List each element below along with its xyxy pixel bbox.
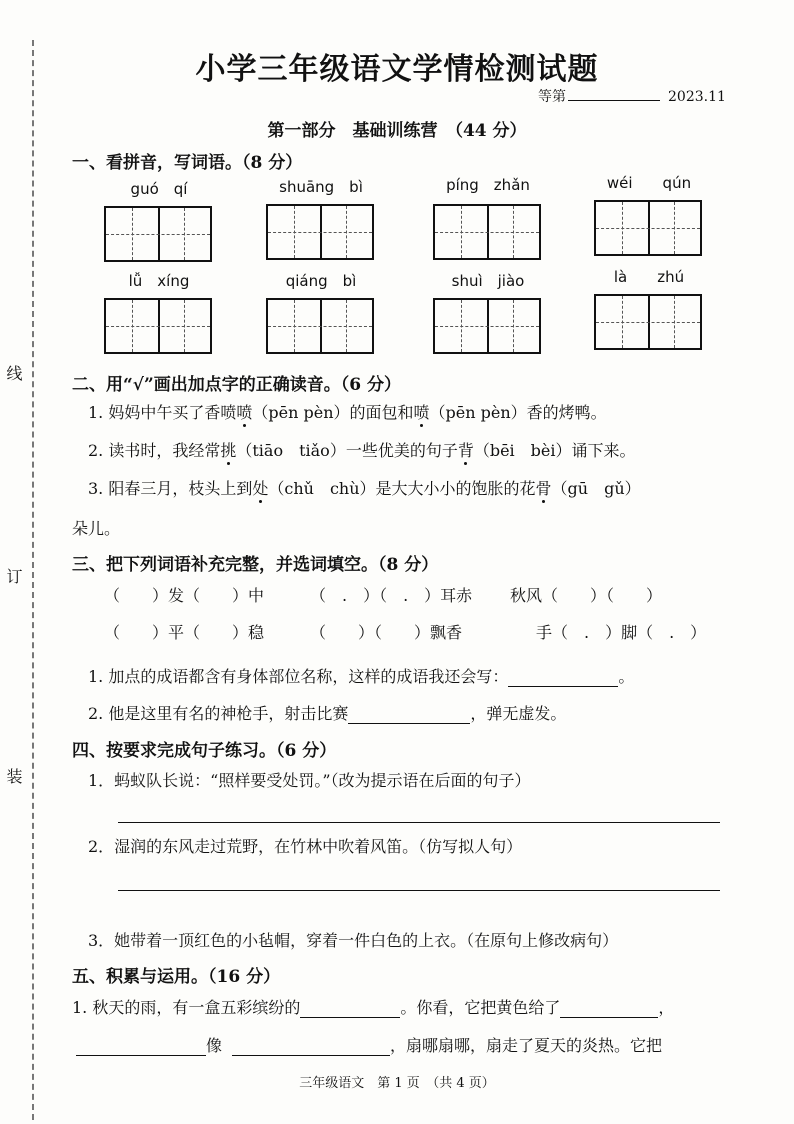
section-4-q2: 2．湿润的东风走过荒野，在竹林中吹着风笛。（仿写拟人句） <box>88 837 523 856</box>
section-2-q3-continuation: 朵儿。 <box>72 519 121 538</box>
section-4-heading: 四、按要求完成句子练习。（6 分） <box>72 741 337 761</box>
idiom-row-2 <box>104 620 706 643</box>
idiom-4[interactable]: （ ）平（ ）稳 <box>104 623 265 642</box>
pinyin-4: wéi qún <box>606 174 692 192</box>
idiom-5[interactable]: （ ）（ ）飘香 <box>310 623 463 642</box>
section-2-q1: 1. 妈妈中午买了香喷喷（pēn pèn）的面包和喷（pēn pèn）香的烤鸭。 <box>88 403 607 422</box>
section-4-q2-answer-line[interactable] <box>118 890 720 891</box>
section-5-q1-line2: 像 ，扇哪扇哪，扇走了夏天的炎热。它把 <box>76 1033 662 1056</box>
pinyin-5: lǚ xíng <box>128 272 190 290</box>
idiom-row-1 <box>104 583 662 606</box>
page-title: 小学三年级语文学情检测试题 <box>195 52 599 87</box>
section-4-q1: 1．蚂蚁队长说：“照样要受处罚。”（改为提示语在后面的句子） <box>88 771 531 790</box>
section-2-q3: 3. 阳春三月，枝头上到处（chǔ chù）是大大小小的饱胀的花骨（gū gǔ） <box>88 479 641 498</box>
pinyin-6: qiáng bì <box>285 272 357 290</box>
section-3-q2-blank[interactable] <box>348 707 470 724</box>
margin-char-xian: 线 <box>4 365 23 381</box>
exam-date: 2023.11 <box>668 89 726 105</box>
section-3-q1-blank[interactable] <box>508 670 618 687</box>
section-5-blank-2[interactable] <box>560 1001 658 1018</box>
idiom-2[interactable]: （ . ）（ . ）耳赤 <box>310 586 473 605</box>
page-footer: 三年级语文 第 1 页 （共 4 页） <box>299 1076 495 1091</box>
section-3-heading: 三、把下列词语补充完整，并选词填空。（8 分） <box>72 555 439 575</box>
section-5-blank-4[interactable] <box>232 1039 390 1056</box>
section-5-heading: 五、积累与运用。（16 分） <box>72 967 281 987</box>
section-5-q1-line1: 1. 秋天的雨，有一盒五彩缤纷的 。你看，它把黄色给了 ， <box>72 998 675 1017</box>
section-4-q3: 3．她带着一顶红色的小毡帽，穿着一件白色的上衣。（在原句上修改病句） <box>88 931 619 950</box>
margin-char-ding: 订 <box>4 568 23 584</box>
grade-blank[interactable] <box>568 100 660 101</box>
writing-box-1[interactable] <box>104 206 212 262</box>
grade-label: 等第 <box>538 89 566 105</box>
pinyin-1: guó qí <box>130 180 188 198</box>
section-1-heading: 一、看拼音，写词语。（8 分） <box>72 153 303 173</box>
writing-box-7[interactable] <box>433 298 541 354</box>
part-heading: 第一部分 基础训练营 （44 分） <box>267 121 527 141</box>
idiom-3[interactable]: 秋风（ ）（ ） <box>510 586 663 605</box>
section-3-q1: 1. 加点的成语都含有身体部位名称，这样的成语我还会写： 。 <box>88 667 635 686</box>
writing-box-5[interactable] <box>104 298 212 354</box>
section-3-q2: 2. 他是这里有名的神枪手，射击比赛 ，弹无虚发。 <box>88 704 567 723</box>
pinyin-3: píng zhǎn <box>446 176 530 194</box>
pinyin-8: là zhú <box>613 268 685 286</box>
writing-box-4[interactable] <box>594 200 702 256</box>
binding-dashed-line <box>32 40 34 1120</box>
writing-box-2[interactable] <box>266 204 374 260</box>
writing-box-8[interactable] <box>594 294 702 350</box>
margin-char-zhuang: 装 <box>4 768 23 784</box>
idiom-1[interactable]: （ ）发（ ）中 <box>104 586 265 605</box>
section-2-q2: 2. 读书时，我经常挑（tiāo tiǎo）一些优美的句子背（bēi bèi）诵下来。 <box>88 441 636 460</box>
writing-box-6[interactable] <box>266 298 374 354</box>
section-2-heading: 二、用“√”画出加点字的正确读音。（6 分） <box>72 375 401 395</box>
grade-row <box>538 86 726 106</box>
section-5-blank-1[interactable] <box>300 1001 400 1018</box>
writing-box-3[interactable] <box>433 204 541 260</box>
section-5-blank-3[interactable] <box>76 1039 206 1056</box>
idiom-6[interactable]: 手（ . ）脚（ . ） <box>536 623 707 642</box>
pinyin-2: shuāng bì <box>279 178 363 196</box>
pinyin-7: shuì jiào <box>451 272 525 290</box>
section-4-q1-answer-line[interactable] <box>118 822 720 823</box>
